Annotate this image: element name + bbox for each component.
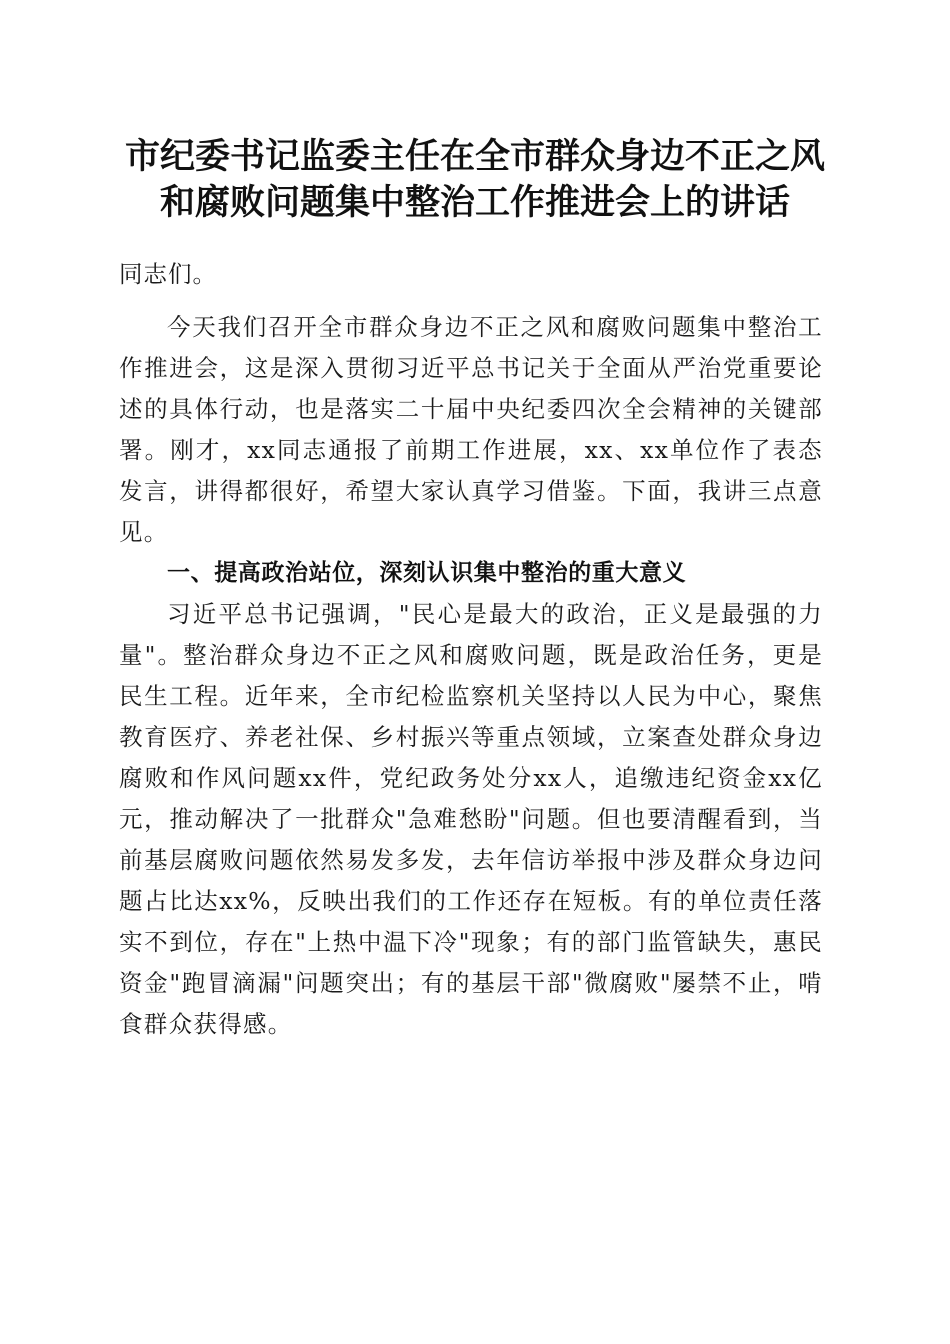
title-line-2: 和腐败问题集中整治工作推进会上的讲话	[159, 182, 790, 223]
title-line-1: 市纪委书记监委主任在全市群众身边不正之风	[124, 136, 825, 177]
document-title	[100, 134, 850, 226]
intro-paragraph: 今天我们召开全市群众身边不正之风和腐败问题集中整治工作推进会，这是深入贯彻习近平总书记关于全面从严治党重要论述的具体行动，也是落实二十届中央纪委四次全会精神的关键部署。刚才，xx同志通报了前期工作进展，xx、xx单位作了表态发言，讲得都很好，希望大家认真学习借鉴。下面，我讲三点意见。	[119, 313, 823, 546]
section-1-paragraph: 习近平总书记强调，"民心是最大的政治，正义是最强的力量"。整治群众身边不正之风和腐败问题，既是政治任务，更是民生工程。近年来，全市纪检监察机关坚持以人民为中心，聚焦教育医疗、养老社保、乡村振兴等重点领域，立案查处群众身边腐败和作风问题xx件，党纪政务处分xx人，追缴违纪资金xx亿元，推动解决了一批群众"急难愁盼"问题。但也要清醒看到，当前基层腐败问题依然易发多发，去年信访举报中涉及群众身边问题占比达xx%，反映出我们的工作还存在短板。有的单位责任落实不到位，存在"上热中温下冷"现象；有的部门监管缺失，惠民资金"跑冒滴漏"问题突出；有的基层干部"微腐败"屡禁不止，啃食群众获得感。	[119, 600, 823, 1038]
salutation: 同志们。	[119, 260, 217, 288]
section-1-heading: 一、提高政治站位，深刻认识集中整治的重大意义	[167, 560, 687, 586]
document-body	[119, 254, 823, 1045]
